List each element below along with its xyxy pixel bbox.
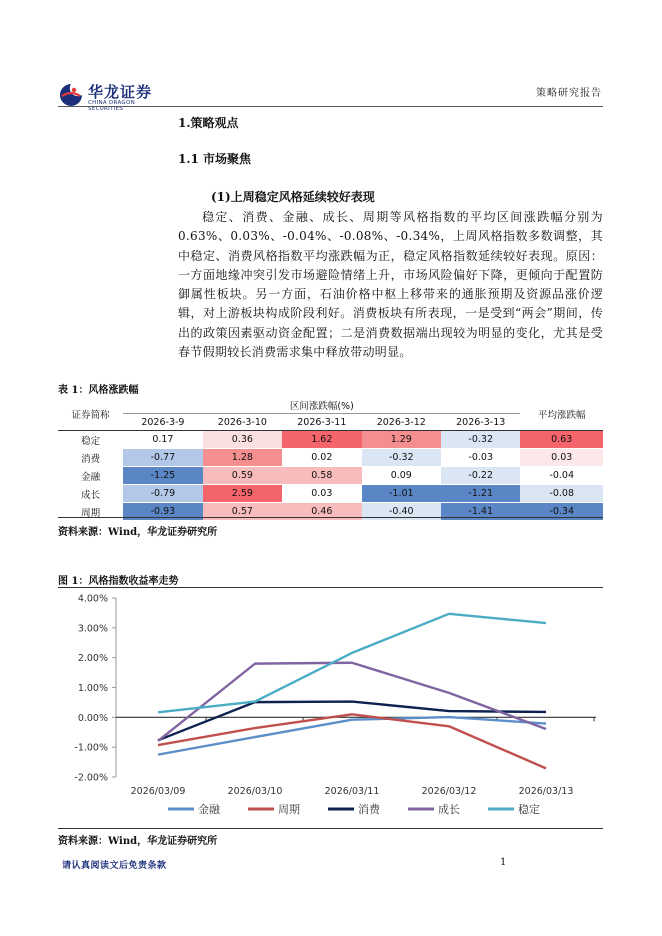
- col-header-avg: 平均涨跌幅: [520, 397, 603, 431]
- x-tick-label: 2026/03/13: [518, 786, 574, 797]
- table-row: [58, 431, 603, 449]
- table-cell: -1.41: [441, 503, 520, 521]
- col-header-date: 2026-3-13: [441, 414, 520, 431]
- table-cell: -1.25: [123, 467, 202, 485]
- series-line-1: [158, 714, 546, 768]
- col-header-date: 2026-3-12: [362, 414, 441, 431]
- legend-label: 稳定: [518, 803, 540, 816]
- table-cell: -0.77: [123, 449, 202, 467]
- table-row: [58, 449, 603, 467]
- y-tick-label: 3.00%: [77, 623, 108, 635]
- legend-label: 消费: [358, 803, 380, 816]
- table-cell: 0.59: [203, 467, 282, 485]
- row-label: 稳定: [58, 431, 123, 449]
- table-cell: 0.36: [203, 431, 282, 449]
- header-divider: [58, 106, 603, 107]
- page-number: 1: [500, 857, 507, 868]
- table-cell: 1.28: [203, 449, 282, 467]
- disclaimer-note: 请认真阅读文后免责条款: [62, 861, 167, 871]
- figure-bottom-rule: [58, 828, 603, 829]
- table-cell: 1.62: [282, 431, 361, 449]
- table-cell: 0.03: [282, 485, 361, 503]
- table-cell: -0.32: [441, 431, 520, 449]
- legend-label: 周期: [278, 803, 300, 816]
- figure-caption: 图 1：风格指数收益率走势: [58, 576, 179, 587]
- company-logo: [58, 80, 158, 114]
- y-tick-label: 4.00%: [77, 593, 108, 605]
- row-label: 消费: [58, 449, 123, 467]
- row-label: 周期: [58, 503, 123, 521]
- col-header-date: 2026-3-11: [282, 414, 361, 431]
- table-cell: 0.46: [282, 503, 361, 521]
- y-tick-label: 2.00%: [77, 653, 108, 665]
- avg-cell: -0.04: [520, 467, 603, 485]
- table-cell: 2.59: [203, 485, 282, 503]
- table-cell: -0.79: [123, 485, 202, 503]
- subsection-heading: 1.1 市场聚焦: [178, 152, 252, 166]
- body-paragraph: 稳定、消费、金融、成长、周期等风格指数的平均区间涨跌幅分别为0.63%、0.03%、-0.04%、-0.08%、-0.34%，上周风格指数多数调整，其中稳定、消费风格指数平均涨跌幅为正，稳定风格指数延续较好表现。原因：一方面地缘冲突引发市场避险情绪上升，市场风险偏好下降，更倾向于配置防御属性板块。另一方面，石油价格中枢上移带来的通胀预期及资源品涨价逻辑，对上游板块构成阶段利好。消费板块有所表现，一是受到“两会”期间，传出的政策因素驱动资金配置；二是消费数据端出现较为明显的变化，尤其是受春节假期较长消费需求集中释放带动明显。: [178, 210, 603, 360]
- y-tick-label: -1.00%: [74, 742, 108, 754]
- table-bottom-rule: [58, 517, 603, 518]
- table-cell: 0.02: [282, 449, 361, 467]
- style-index-line-chart: [58, 588, 603, 826]
- avg-cell: -0.08: [520, 485, 603, 503]
- row-label: 成长: [58, 485, 123, 503]
- table-cell: -0.40: [362, 503, 441, 521]
- section-heading: 1.策略观点: [178, 116, 239, 130]
- table-cell: -0.03: [441, 449, 520, 467]
- logo-text-en: CHINA DRAGON SECURITIES: [88, 100, 136, 112]
- table-cell: 0.17: [123, 431, 202, 449]
- col-header-date: 2026-3-9: [123, 414, 202, 431]
- x-tick-label: 2026/03/09: [130, 786, 186, 797]
- table-caption: 表 1：风格涨跌幅: [58, 385, 139, 396]
- avg-cell: 0.63: [520, 431, 603, 449]
- table-cell: 0.57: [203, 503, 282, 521]
- col-header-name: 证券简称: [58, 397, 123, 431]
- table-row: [58, 485, 603, 503]
- avg-cell: -0.34: [520, 503, 603, 521]
- logo-text-cn: 华龙证券: [88, 83, 153, 101]
- table-cell: -0.93: [123, 503, 202, 521]
- col-header-range: 区间涨跌幅(%): [123, 397, 520, 414]
- col-header-date: 2026-3-10: [203, 414, 282, 431]
- table-cell: -1.01: [362, 485, 441, 503]
- y-tick-label: 1.00%: [77, 683, 108, 694]
- table-cell: -0.32: [362, 449, 441, 467]
- avg-cell: 0.03: [520, 449, 603, 467]
- row-label: 金融: [58, 467, 123, 485]
- table-cell: 1.29: [362, 431, 441, 449]
- x-tick-label: 2026/03/11: [324, 786, 380, 797]
- table-row: [58, 467, 603, 485]
- y-tick-label: -2.00%: [74, 772, 108, 784]
- table-cell: -1.21: [441, 485, 520, 503]
- x-tick-label: 2026/03/12: [421, 786, 477, 797]
- legend-label: 成长: [438, 803, 460, 816]
- table-cell: 0.09: [362, 467, 441, 485]
- legend-label: 金融: [198, 803, 220, 816]
- dragon-logo-icon: [58, 82, 84, 108]
- table-source: 资料来源：Wind，华龙证券研究所: [58, 527, 218, 538]
- figure-source: 资料来源：Wind，华龙证券研究所: [58, 836, 218, 847]
- topic-heading: (1)上周稳定风格延续较好表现: [211, 190, 375, 204]
- report-type: 策略研究报告: [536, 88, 602, 99]
- y-tick-label: 0.00%: [77, 712, 108, 724]
- x-tick-label: 2026/03/10: [227, 786, 283, 797]
- style-return-table: [58, 397, 603, 521]
- table-cell: -0.22: [441, 467, 520, 485]
- table-cell: 0.58: [282, 467, 361, 485]
